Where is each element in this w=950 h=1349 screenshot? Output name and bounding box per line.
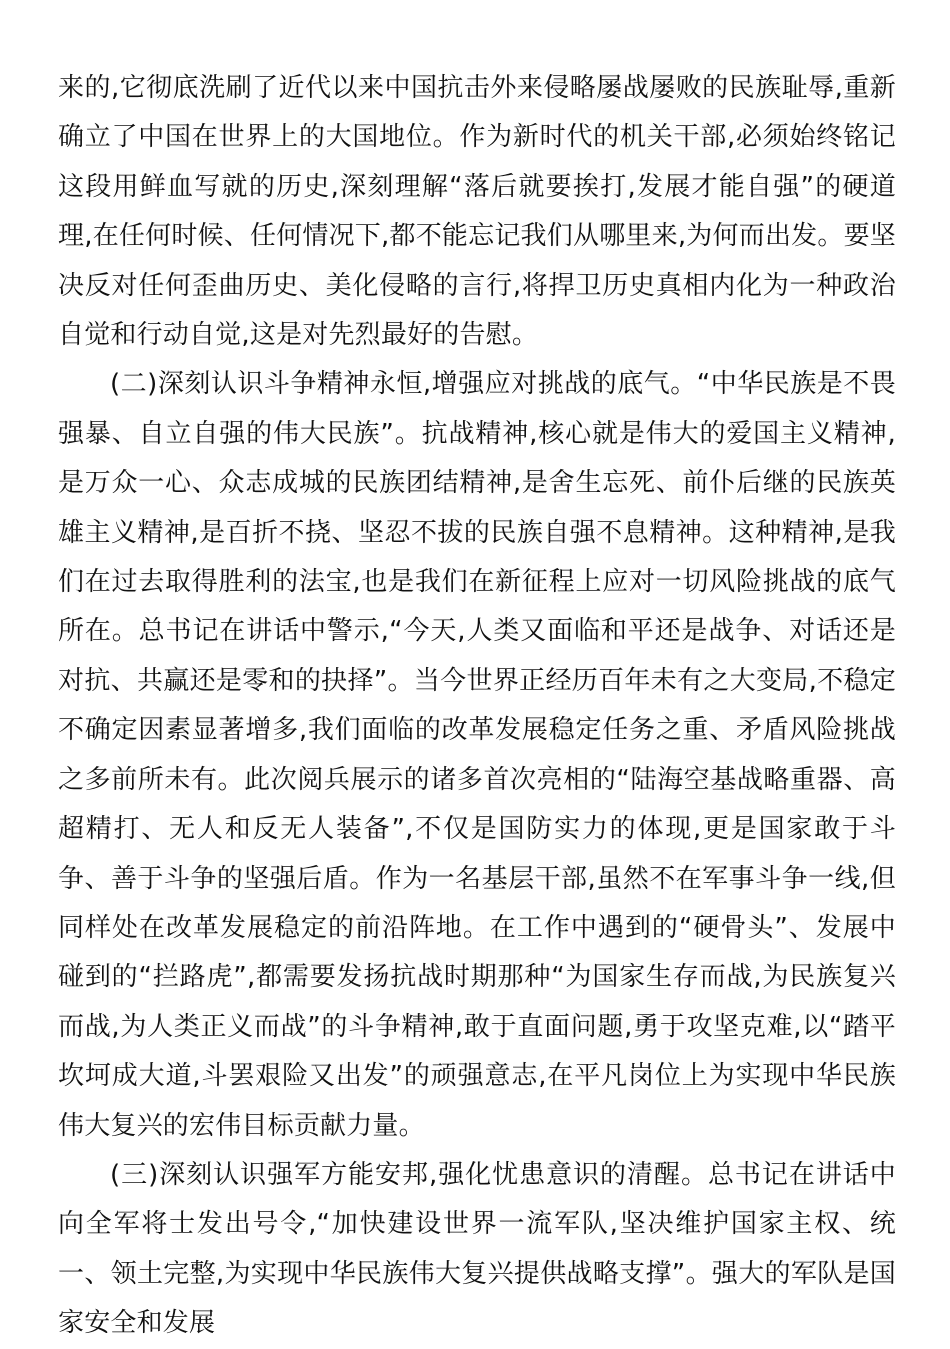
paragraph-continuation: 来的,它彻底洗刷了近代以来中国抗击外来侵略屡战屡败的民族耻辱,重新确立了中国在世界上的大国地位。作为新时代的机关干部,必须始终铭记这段用鲜血写就的历史,深刻理解“落后就要挨打,发展才能自强”的硬道理,在任何时候、任何情况下,都不能忘记我们从哪里来,为何而出发。要坚决反对任何歪曲历史、美化侵略的言行,将捍卫历史真相内化为一种政治自觉和行动自觉,这是对先烈最好的告慰。 — [58, 73, 896, 351]
paragraph-section-2: (二)深刻认识斗争精神永恒,增强应对挑战的底气。“中华民族是不畏强暴、自立自强的伟大民族”。抗战精神,核心就是伟大的爱国主义精神,是万众一心、众志成城的民族团结精神,是舍生忘死、前仆后继的民族英雄主义精神,是百折不挠、坚忍不拔的民族自强不息精神。这种精神,是我们在过去取得胜利的法宝,也是我们在新征程上应对一切风险挑战的底气所在。总书记在讲话中警示,“今天,人类又面临和平还是战争、对话还是对抗、共赢还是零和的抉择”。当今世界正经历百年未有之大变局,不稳定不确定因素显著增多,我们面临的改革发展稳定任务之重、矛盾风险挑战之多前所未有。此次阅兵展示的诸多首次亮相的“陆海空基战略重器、高超精打、无人和反无人装备”,不仅是国防实力的体现,更是国家敢于斗争、善于斗争的坚强后盾。作为一名基层干部,虽然不在军事斗争一线,但同样处在改革发展稳定的前沿阵地。在工作中遇到的“硬骨头”、发展中碰到的“拦路虎”,都需要发扬抗战时期那种“为国家生存而战,为民族复兴而战,为人类正义而战”的斗争精神,敢于直面问题,勇于攻坚克难,以“踏平坎坷成大道,斗罢艰险又出发”的顽强意志,在平凡岗位上为实现中华民族伟大复兴的宏伟目标贡献力量。 — [58, 369, 896, 1141]
document-page — [58, 64, 896, 1349]
paragraph-section-3: (三)深刻认识强军方能安邦,强化忧患意识的清醒。总书记在讲话中向全军将士发出号令,“加快建设世界一流军队,坚决维护国家主权、统一、领土完整,为实现中华民族伟大复兴提供战略支撑”。强大的军队是国家安全和发展 — [58, 1159, 896, 1339]
